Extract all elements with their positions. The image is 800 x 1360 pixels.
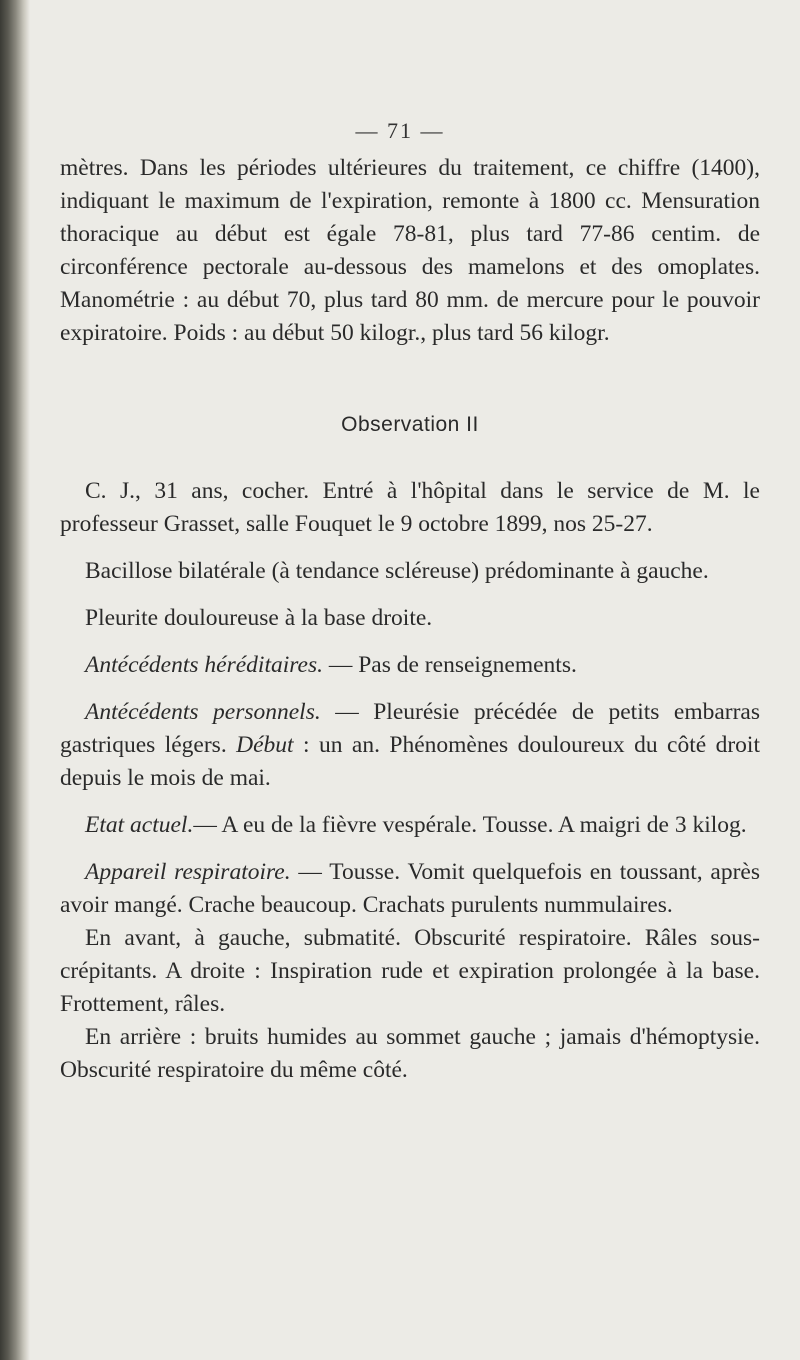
page-body [60, 152, 760, 1087]
hereditary-lead: Antécédents héréditaires. [85, 652, 323, 678]
respiratory-lead: Appareil respiratoire. [85, 859, 291, 885]
paragraph-respiratory [60, 856, 760, 922]
paragraph-patient: C. J., 31 ans, cocher. Entré à l'hôpital dans le service de M. le professeur Grasset, salle Fouquet le 9 octobre 1899, nos 25-27. [60, 478, 760, 537]
personal-text-b: : un an. Phénomènes douloureux du côté droit depuis le mois de mai. [60, 732, 760, 791]
current-state-text: — A eu de la fièvre vespérale. Tousse. A maigri de 3 kilog. [193, 812, 747, 838]
page-number: — 71 — [355, 118, 445, 143]
paragraph-anterior: En avant, à gauche, submatité. Obscurité respiratoire. Râles sous-crépitants. A droite : Inspiration rude et expiration prolongée à la base. Frottement, râles. [60, 925, 760, 1017]
paragraph-pleurite: Pleurite douloureuse à la base droite. [85, 605, 433, 631]
paragraph-personal [60, 696, 760, 795]
section-heading: Observation II [341, 413, 479, 436]
paragraph-hereditary [60, 649, 760, 682]
paragraph-current-state [60, 809, 760, 842]
paragraph-diagnosis: Bacillose bilatérale (à tendance scléreuse) prédominante à gauche. [85, 558, 709, 584]
personal-lead: Antécédents personnels. [85, 699, 321, 725]
paragraph-continuation: mètres. Dans les périodes ultérieures du traitement, ce chiffre (1400), indiquant le maximum de l'expiration, remonte à 1800 cc. Mensuration thoracique au début est égale 78-81, plus tard 77-86 centim. de circonférence pectorale au-dessous des mamelons et des omoplates. Manométrie : au début 70, plus tard 80 mm. de mercure pour le pouvoir expiratoire. Poids : au début 50 kilogr., plus tard 56 kilogr. [60, 155, 760, 346]
debut-lead: Début [236, 732, 294, 758]
hereditary-text: — Pas de renseignements. [322, 652, 577, 678]
respiratory-text: — Tousse. Vomit quelquefois en toussant, après avoir mangé. Crache beaucoup. Crachats purulents nummulaires. [60, 859, 761, 918]
current-state-lead: Etat actuel. [85, 812, 194, 838]
paragraph-posterior: En arrière : bruits humides au sommet gauche ; jamais d'hémoptysie. Obscurité respiratoire du même côté. [60, 1024, 760, 1083]
personal-text-a: — Pleurésie précédée de petits embarras gastriques légers. [60, 699, 761, 758]
